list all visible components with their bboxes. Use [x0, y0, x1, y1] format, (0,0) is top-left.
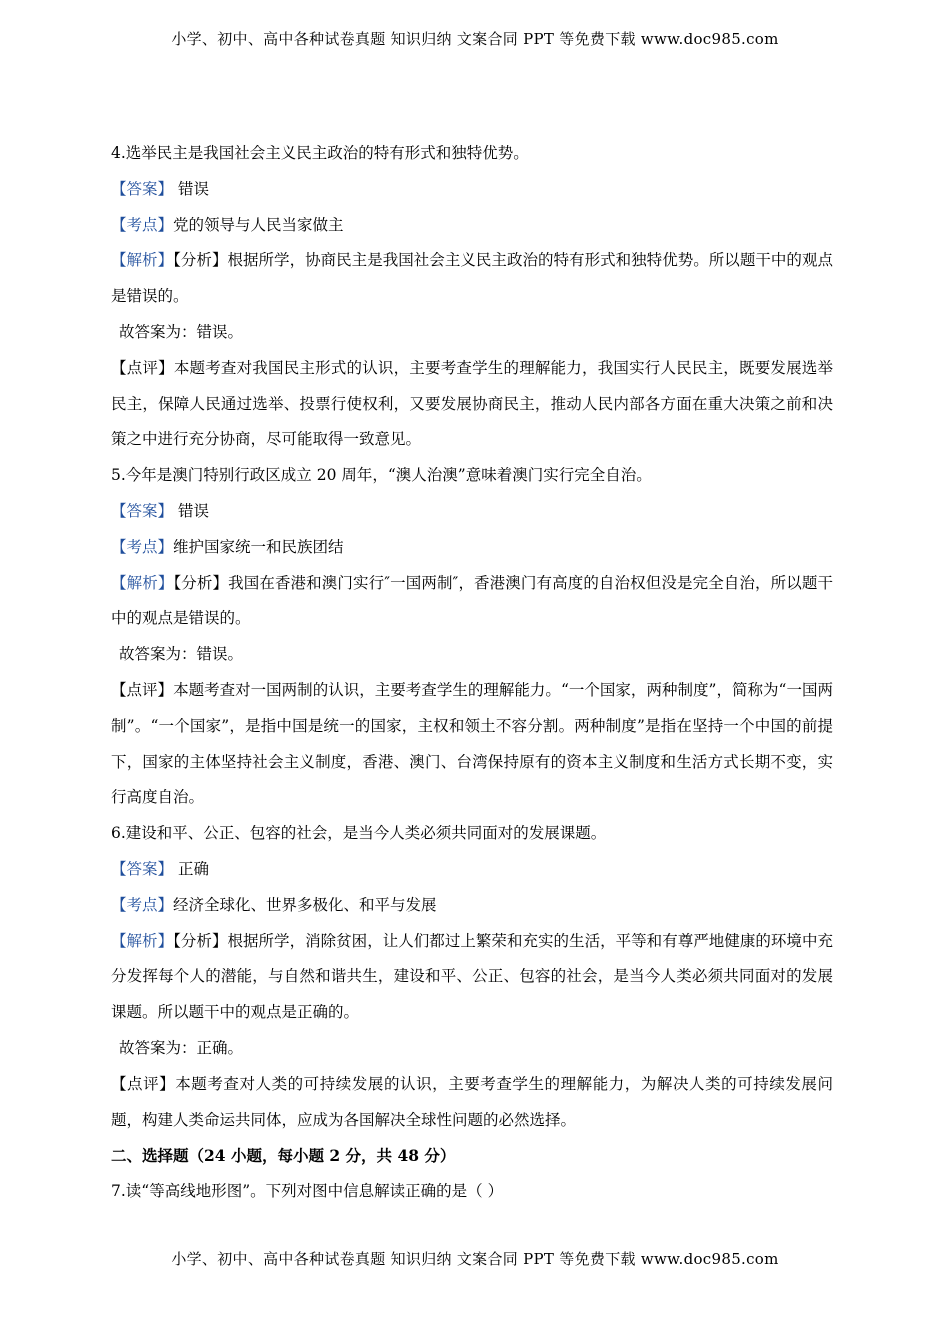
fenxi-tag: 【分析】	[173, 573, 229, 592]
point-value: 维护国家统一和民族团结	[173, 537, 344, 556]
point-tag: 【考点】	[111, 537, 174, 556]
analysis-text: 根据所学，消除贫困，让人们都过上繁荣和充实的生活，平等和有尊严地健康的环境中充分发挥每个人的潜能，与自然和谐共生，建设和平、公正、包容的社会，是当今人类必须共同面对的发展课题。所以题干中的观点是正确的。	[111, 931, 833, 1022]
question-4-conclusion: 故答案为：错误。	[119, 322, 244, 341]
page-footer: 小学、初中、高中各种试卷真题 知识归纳 文案合同 PPT 等免费下载 www.doc985.com	[171, 1250, 779, 1268]
section-2-title: 二、选择题（24 小题，每小题 2 分，共 48 分）	[111, 1146, 456, 1166]
answer-value: 正确	[173, 859, 209, 878]
analysis-text: 我国在香港和澳门实行″一国两制″，香港澳门有高度的自治权但没是完全自治，所以题干中的观点是错误的。	[111, 573, 833, 628]
question-4-comment	[111, 351, 833, 458]
question-4-stem: 4.选举民主是我国社会主义民主政治的特有形式和独特优势。	[111, 144, 529, 162]
question-6-comment	[111, 1067, 833, 1139]
analysis-tag: 【解析】	[111, 573, 174, 592]
comment-tag: 【点评】	[111, 1074, 176, 1093]
question-6-stem: 6.建设和平、公正、包容的社会，是当今人类必须共同面对的发展课题。	[111, 824, 607, 843]
question-4-answer	[111, 172, 833, 208]
question-6-analysis	[111, 924, 833, 1031]
question-6-point	[111, 888, 833, 924]
comment-text: 本题考查对一国两制的认识，主要考查学生的理解能力。“一个国家，两种制度”，简称为“一国两制”。“一个国家”，是指中国是统一的国家，主权和领土不容分割。两种制度”是指在坚持一个中国的前提下，国家的主体坚持社会主义制度，香港、澳门、台湾保持原有的资本主义制度和生活方式长期不变，实行高度自治。	[111, 680, 833, 807]
question-7-stem: 7.读“等高线地形图”。下列对图中信息解读正确的是（ ）	[111, 1182, 504, 1201]
question-5-comment	[111, 673, 833, 816]
question-5-point	[111, 530, 833, 566]
comment-tag: 【点评】	[111, 680, 174, 699]
question-4-point	[111, 208, 833, 244]
answer-tag: 【答案】	[111, 859, 174, 878]
answer-tag: 【答案】	[111, 179, 174, 198]
question-5-analysis	[111, 566, 833, 638]
answer-tag: 【答案】	[111, 501, 174, 520]
analysis-tag: 【解析】	[111, 251, 174, 270]
page-header: 小学、初中、高中各种试卷真题 知识归纳 文案合同 PPT 等免费下载 www.doc985.com	[171, 30, 779, 48]
point-tag: 【考点】	[111, 215, 174, 234]
question-5-answer	[111, 494, 833, 530]
answer-value: 错误	[173, 501, 209, 520]
analysis-text: 根据所学，协商民主是我国社会主义民主政治的特有形式和独特优势。所以题干中的观点是错误的。	[111, 251, 833, 306]
comment-text: 本题考查对我国民主形式的认识，主要考查学生的理解能力，我国实行人民民主，既要发展选举民主，保障人民通过选举、投票行使权利，又要发展协商民主，推动人民内部各方面在重大决策之前和决策之中进行充分协商，尽可能取得一致意见。	[111, 358, 833, 449]
page-content	[111, 136, 833, 1210]
answer-value: 错误	[173, 179, 209, 198]
question-5-conclusion: 故答案为：错误。	[119, 645, 244, 664]
comment-tag: 【点评】	[111, 358, 174, 377]
fenxi-tag: 【分析】	[173, 251, 228, 270]
point-tag: 【考点】	[111, 895, 174, 914]
comment-text: 本题考查对人类的可持续发展的认识，主要考查学生的理解能力，为解决人类的可持续发展问题，构建人类命运共同体，应成为各国解决全球性问题的必然选择。	[111, 1074, 833, 1129]
analysis-tag: 【解析】	[111, 931, 174, 950]
question-6-conclusion: 故答案为：正确。	[119, 1038, 244, 1057]
question-5-stem: 5.今年是澳门特别行政区成立 20 周年，“澳人治澳”意味着澳门实行完全自治。	[111, 466, 652, 485]
point-value: 经济全球化、世界多极化、和平与发展	[173, 895, 437, 914]
question-4-analysis	[111, 243, 833, 315]
question-6-answer	[111, 852, 833, 888]
point-value: 党的领导与人民当家做主	[173, 215, 344, 234]
fenxi-tag: 【分析】	[173, 931, 228, 950]
